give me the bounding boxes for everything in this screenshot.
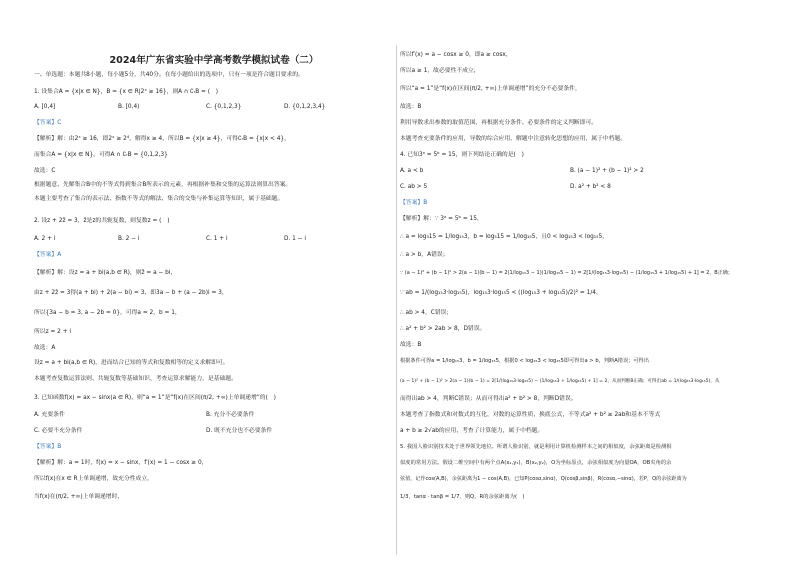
q3-analysis-line: 所以a ≥ 1，故必要性不成立， xyxy=(400,68,480,74)
q3-analysis-line: 所以“a = 1”是“f(x)在区间(π/2, +∞)上单调递增”的充分不必要条件， xyxy=(400,86,581,92)
q4-analysis-line: ∵ ab = 1/(log₁₅3·log₁₅5)，log₁₅3·log₁₅5 < ((log₁₅3 + log₁₅5)/2)² = 1/4， xyxy=(400,290,602,296)
page-title: 2024年广东省实验中学高考数学模拟试卷（二） xyxy=(109,55,319,66)
question-5-line: 弦值，记作cos(A,B)，余弦距离为1 − cos(A,B)。已知P(cosα,sinα)，Q(cosβ,sinβ)，R(cosα,−sinα)，若P，Q的余弦距离为 xyxy=(400,476,687,482)
q4-option-b: B. (a − 1)² + (b − 1)² > 2 xyxy=(570,168,644,174)
q3-option-a: A. 充要条件 xyxy=(34,412,65,418)
q2-option-c: C. 1 + i xyxy=(206,236,228,242)
q3-analysis-line: 所以f(x)在x ∈ R上单调递增，故充分性成立， xyxy=(34,476,153,482)
q4-analysis-line: ∴ a = log₃15 = 1/log₁₅3，b = log₅15 = 1/log₁₅5，且0 < log₁₅3 < log₁₅5， xyxy=(400,234,608,240)
q2-option-d: D. 1 − i xyxy=(284,236,306,242)
q3-option-b: B. 充分不必要条件 xyxy=(206,412,255,418)
q4-analysis-line: ∴ a > b，A错误； xyxy=(400,252,449,258)
question-5-line: 1/3，tanα · tanβ = 1/7，则Q，R的余弦距离为( ) xyxy=(400,494,525,500)
q4-analysis-line: ∴ ab > 4，C错误； xyxy=(400,310,453,316)
q2-analysis-line: 故选：A xyxy=(34,345,56,351)
q4-option-c: C. ab > 5 xyxy=(400,184,428,190)
q4-analysis-line: ∴ a² + b² > 2ab > 8，D错误。 xyxy=(400,326,486,332)
q1-option-d: D. {0,1,2,3,4} xyxy=(284,104,326,110)
q4-analysis-line: 【解析】解：∵ 3ᵃ = 5ᵇ = 15， xyxy=(400,216,483,222)
q2-answer-tag: 【答案】A xyxy=(34,252,62,258)
q3-analysis-line: 利用导数求出参数的取值范围，再根据充分条件、必要条件的定义判断即可。 xyxy=(400,120,598,126)
q1-analysis-line: 本题主要考查了集合的表示法、指数不等式的解法、集合的交集与补集运算等知识，属于基础题。 xyxy=(34,196,284,202)
q4-analysis-line: 根据条件可得a = 1/log₁₅3，b = 1/log₁₅5，根据0 < log₁₅3 < log₁₅5即可得出a > b，判断A错误；可得出 xyxy=(400,358,649,364)
q2-analysis-line: 所以{3a − b = 3, a − 2b = 0}，可得a = 2，b = 1， xyxy=(34,310,181,316)
question-5: 5. 我国人脸识别技术处于世界领先地位。所谓人脸识别，就是利用计算机检测样本之间的相似度，余弦距离是检测相 xyxy=(400,444,672,450)
q1-answer-tag: 【答案】C xyxy=(34,120,62,126)
q3-analysis-line: 【解析】解：a = 1时，f(x) = x − sinx，f′(x) = 1 − cosx ≥ 0， xyxy=(34,460,208,466)
q3-analysis-line: 当f(x)在(π/2, +∞)上单调递增时， xyxy=(34,494,124,500)
q2-analysis-line: 所以z = 2 + i xyxy=(34,329,72,335)
q4-analysis-line: (a − 1)² + (b − 1)² > 2(a − 1)(b − 1) = 2[1/(log₁₅3·log₁₅5) − (1/log₁₅3 + 1/log₁₅5) + 1] = 2，从而判断B正确；可得出ab = 1/(log₁₅3·log₁₅5)，从 xyxy=(400,379,720,384)
q4-analysis-line: ∵ (a − 1)² + (b − 1)² > 2(a − 1)(b − 1) = 2(1/log₁₅3 − 1)(1/log₁₅5 − 1) = 2[1/(log₁₅3·log₁₅5) − (1/log₁₅3 + 1/log₁₅5) + 1] = 2，B正确； xyxy=(400,270,733,276)
q4-option-d: D. a² + b² < 8 xyxy=(570,184,611,190)
q4-option-a: A. a < b xyxy=(400,168,424,174)
q1-option-a: A. [0,4] xyxy=(34,104,56,110)
q3-option-d: D. 既不充分也不必要条件 xyxy=(206,428,273,434)
q4-analysis-line: a + b ≥ 2√ab的应用，考查了计算能力，属于中档题。 xyxy=(400,428,544,434)
q3-analysis-line: 故选：B xyxy=(400,104,422,110)
q1-analysis-line: 【解析】解：由2ˣ ≥ 16，即2ˣ ≥ 2⁴，解得x ≥ 4，所以B = {x|x ≥ 4}，可得∁ᵣB = {x|x < 4}， xyxy=(34,136,290,142)
section-heading: 一、单选题：本题共8小题，每小题5分，共40分。在每小题给出的选项中，只有一项是符合题目要求的。 xyxy=(34,72,304,78)
q1-analysis-line: 而集合A = {x|x ∈ N}，可得A ∩ ∁ᵣB = {0,1,2,3} xyxy=(34,152,168,158)
q2-option-a: A. 2 + i xyxy=(34,236,56,242)
q2-analysis-line: 设z = a + bi(a,b ∈ R)，进而结合已知的等式和复数相等的定义求解即可。 xyxy=(34,360,229,366)
question-5-line: 似度的常用方法。假设二维空间中有两个点A(x₁,y₁)，B(x₂,y₂)，O为坐标原点，余弦相似度为向量OA，OB夹角的余 xyxy=(400,460,672,466)
q1-analysis-line: 故选：C xyxy=(34,168,56,174)
q4-analysis-line: 而得出ab > 4，判断C错误；从而可得出a² + b² > 8，判断D错误。 xyxy=(400,396,577,402)
q3-analysis-line: 所以f′(x) = a − cosx ≥ 0，即a ≥ cosx， xyxy=(400,52,512,58)
question-2: 2. 设z + 2z̄ = 3，z̄是z的共轭复数，则复数z = ( ) xyxy=(34,218,170,224)
q4-answer-tag: 【答案】B xyxy=(400,200,428,206)
q1-option-b: B. [0,4) xyxy=(118,104,140,110)
q1-option-c: C. {0,1,2,3} xyxy=(206,104,242,110)
q4-analysis-line: 本题考查了指数式和对数式的互化，对数的运算性质，换底公式，不等式a² + b² ≥ 2ab和基本不等式 xyxy=(400,412,661,418)
question-4: 4. 已知3ᵃ = 5ᵇ = 15，则下列结论正确的是( ) xyxy=(400,152,524,158)
q2-analysis-line: 本题考查复数运算法则、共轭复数等基础知识，考查运算求解能力，是基础题。 xyxy=(34,376,237,382)
q1-analysis-line: 根据题意，先解集合B中的不等式得到集合B所表示的元素，再根据补集和交集的运算法则算出答案。 xyxy=(34,182,292,188)
q3-option-c: C. 必要不充分条件 xyxy=(34,428,83,434)
q3-answer-tag: 【答案】B xyxy=(34,444,62,450)
column-divider xyxy=(396,45,397,555)
q3-analysis-line: 本题考查充要条件的应用，导数的综合应用，解题中注意转化思想的应用，属于中档题。 xyxy=(400,136,627,142)
question-1: 1. 设集合A = {x|x ∈ N}，B = {x ∈ R|2ˣ ≥ 16}，则A ∩ ∁ᵣB = ( ) xyxy=(34,89,219,95)
question-3: 3. 已知函数f(x) = ax − sinx(a ∈ R)，则“a = 1”是“f(x)在区间(π/2, +∞)上单调递增”的( ) xyxy=(34,395,276,401)
q2-analysis-line: 由z + 2z̄ = 3得(a + bi) + 2(a − bi) = 3，即3a − b + (a − 2b)i = 3， xyxy=(34,290,228,296)
q4-analysis-line: 故选：B xyxy=(400,342,422,348)
q2-analysis-line: 【解析】解：设z = a + bi(a,b ∈ R)，则z̄ = a − bi， xyxy=(34,270,177,276)
q2-option-b: B. 2 − i xyxy=(118,236,140,242)
